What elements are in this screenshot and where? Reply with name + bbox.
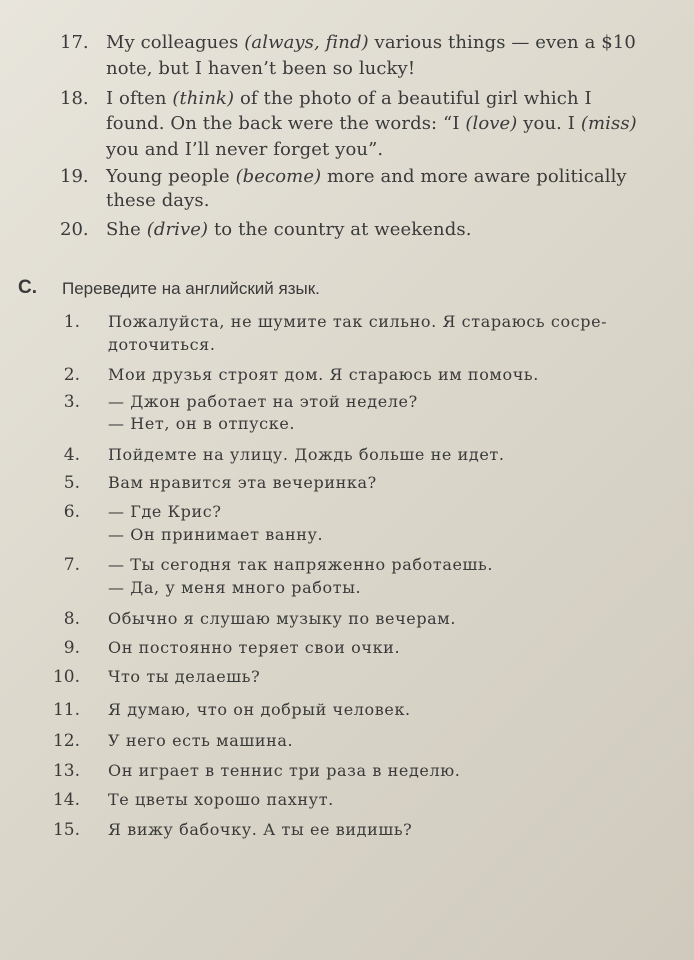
item-10-line-1: Что ты делаешь? [108, 667, 261, 686]
item-number: 9. [63, 638, 80, 658]
item-12-line-1: У него есть машина. [108, 731, 294, 750]
item-number: 3. [63, 392, 80, 412]
item-number: 7. [63, 555, 80, 575]
item-number: 11. [52, 700, 80, 720]
item-6-line-1: — Где Крис? [108, 502, 222, 521]
item-3-line-1: — Джон работает на этой неделе? [108, 392, 418, 411]
exercise-18-line-3: you and I’ll never forget you”. [106, 139, 384, 160]
item-8-line-1: Обычно я слушаю музыку по вечерам. [108, 609, 457, 628]
section-title: Переведите на английский язык. [62, 279, 320, 298]
exercise-17-line-2: note, but I haven’t been so lucky! [106, 58, 416, 79]
item-14-line-1: Те цветы хорошо пахнут. [108, 790, 334, 809]
item-6-line-2: — Он принимает ванну. [108, 525, 324, 544]
item-3-line-2: — Нет, он в отпуске. [108, 414, 296, 433]
item-7-line-1: — Ты сегодня так напряженно работаешь. [108, 555, 494, 574]
item-number: 2. [63, 365, 80, 385]
item-number: 13. [52, 761, 80, 781]
item-number: 10. [52, 667, 80, 687]
item-number: 15. [52, 820, 80, 840]
item-15-line-1: Я вижу бабочку. А ты ее видишь? [108, 820, 413, 839]
exercise-20-line-1: She (drive) to the country at weekends. [106, 219, 472, 240]
item-number: 6. [63, 502, 80, 522]
exercise-19-line-2: these days. [106, 190, 210, 211]
item-number: 12. [52, 731, 80, 751]
item-11-line-1: Я думаю, что он добрый человек. [108, 700, 411, 719]
exercise-18-line-1: I often (think) of the photo of a beautiful girl which I [106, 88, 592, 109]
exercise-number: 20. [60, 219, 89, 240]
item-4-line-1: Пойдемте на улицу. Дождь больше не идет. [108, 445, 505, 464]
item-number: 8. [63, 609, 80, 629]
item-5-line-1: Вам нравится эта вечеринка? [108, 473, 377, 492]
exercise-number: 17. [60, 32, 89, 53]
item-number: 1. [63, 312, 80, 332]
item-9-line-1: Он постоянно теряет свои очки. [108, 638, 401, 657]
section-letter: C. [18, 277, 37, 298]
exercise-number: 19. [60, 166, 89, 187]
exercise-number: 18. [60, 88, 89, 109]
item-13-line-1: Он играет в теннис три раза в неделю. [108, 761, 461, 780]
item-7-line-2: — Да, у меня много работы. [108, 578, 362, 597]
item-2-line-1: Мои друзья строят дом. Я стараюсь им помочь. [108, 365, 539, 384]
item-1-line-2: доточиться. [108, 335, 216, 354]
exercise-17-line-1: My colleagues (always, find) various things — even a $10 [106, 32, 636, 53]
exercise-19-line-1: Young people (become) more and more aware politically [106, 166, 627, 187]
exercise-18-line-2: found. On the back were the words: “I (love) you. I (miss) [106, 113, 637, 134]
item-number: 5. [63, 473, 80, 493]
item-number: 14. [52, 790, 80, 810]
item-1-line-1: Пожалуйста, не шумите так сильно. Я стараюсь сосре- [108, 312, 608, 331]
item-number: 4. [63, 445, 80, 465]
